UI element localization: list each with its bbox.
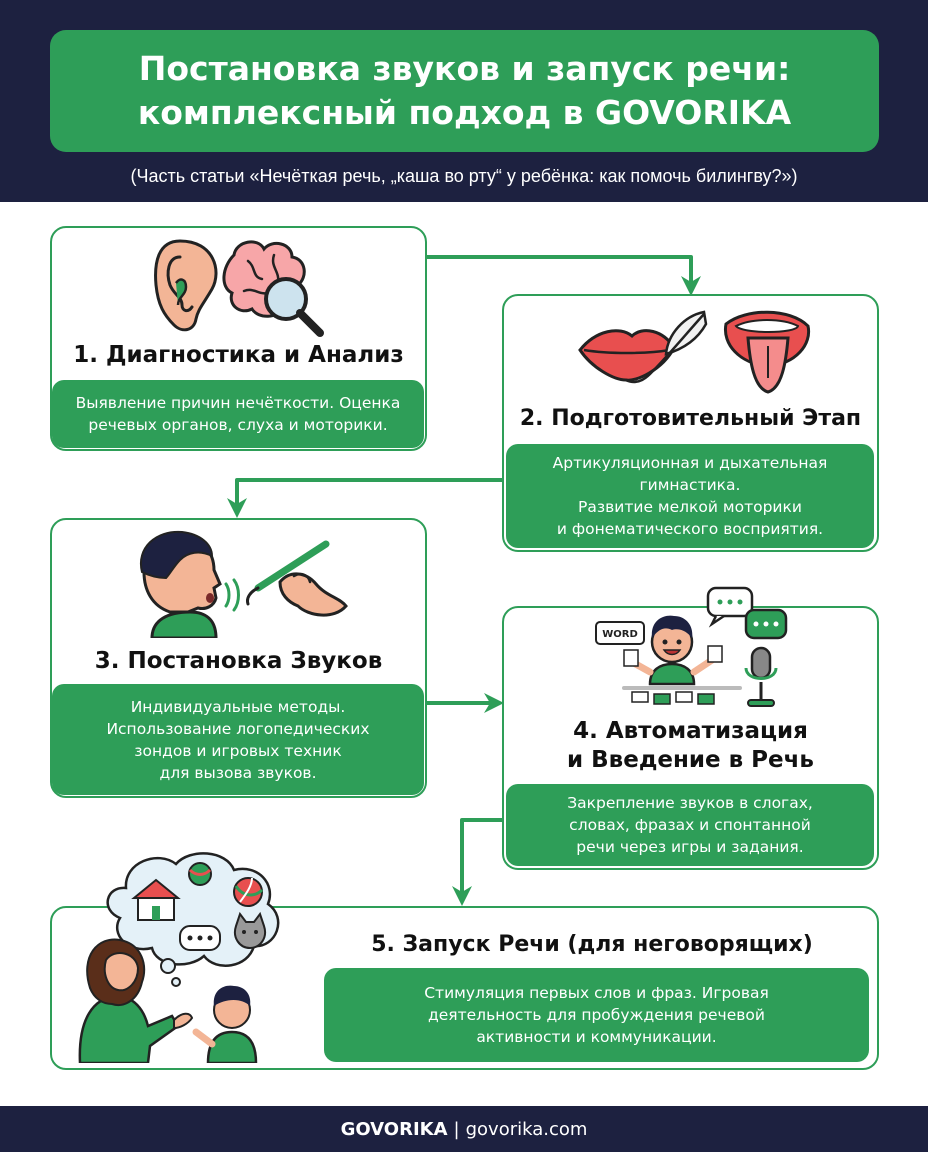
step-1-title: 1. Диагностика и Анализ [73, 342, 404, 368]
step-2-title: 2. Подготовительный Этап [519, 406, 862, 431]
footer [0, 1106, 928, 1152]
step-2-description-line: Артикуляционная и дыхательная [552, 454, 828, 472]
step-4-card [502, 606, 879, 870]
step-2-description-line: гимнастика. [639, 476, 741, 494]
word-card-label: WORD [602, 629, 638, 640]
step-5-title: 5. Запуск Речи (для неговорящих) [371, 932, 813, 957]
tongue-icon [725, 312, 808, 392]
speech-probe-icon [247, 544, 346, 615]
step-4-description [506, 784, 874, 866]
page-title-line-1: Постановка звуков и запуск речи: [138, 49, 791, 88]
footer-site-link[interactable]: govorika.com [465, 1118, 588, 1140]
step-4-title-line-2: и Введение в Речь [567, 747, 814, 773]
step-3-description-line: Индивидуальные методы. [130, 697, 346, 716]
arrow-1-to-2 [427, 257, 691, 286]
chat-bubble-icon [708, 588, 786, 638]
step-2-card [502, 294, 879, 552]
step-2-description [506, 444, 874, 548]
step-5-description-line: деятельность для пробуждения речевой [428, 1006, 765, 1024]
step-1-description-line: речевых органов, слуха и моторики. [88, 416, 388, 434]
page-subtitle: (Часть статьи «Нечёткая речь, „каша во рту“ у ребёнка: как помочь билингву?») [130, 166, 798, 186]
magnifier-icon [266, 279, 320, 333]
arrow-4-to-5 [462, 820, 502, 896]
step-3-description [52, 684, 424, 795]
step-4-title-line-1: 4. Автоматизация [573, 718, 808, 744]
preparation-illustration [576, 304, 811, 399]
step-2-description-line: Развитие мелкой моторики [578, 498, 802, 516]
step-2-description-line: и фонематического восприятия. [556, 520, 824, 538]
sound-setting-illustration [130, 526, 350, 638]
child-profile-icon [141, 532, 239, 638]
header-banner [0, 0, 928, 202]
footer-separator: | [453, 1118, 460, 1140]
step-3-description-line: для вызова звуков. [159, 763, 317, 782]
step-4-description-line: Закрепление звуков в слогах, [567, 794, 813, 812]
chat-dots-icon [180, 926, 220, 950]
step-1-description-line: Выявление причин нечёткости. Оценка [75, 394, 401, 412]
step-3-title: 3. Постановка Звуков [94, 648, 383, 674]
word-card-icon [596, 622, 644, 644]
step-4-description-line: речи через игры и задания. [576, 838, 804, 856]
step-1-description [52, 380, 424, 448]
footer-brand: GOVORIKA [340, 1118, 448, 1140]
speech-launch-illustration [76, 848, 306, 1063]
ear-icon [156, 241, 216, 330]
step-5-description-line: активности и коммуникации. [476, 1028, 717, 1046]
step-3-description-line: Использование логопедических [106, 719, 370, 738]
step-5-description [324, 968, 869, 1062]
automation-illustration [592, 584, 797, 714]
step-4-description-line: словах, фразах и спонтанной [569, 816, 811, 834]
diagnostics-illustration [152, 233, 332, 338]
page-title-line-2: комплексный подход в GOVORIKA [137, 93, 792, 132]
arrow-2-to-3 [237, 480, 502, 508]
step-5-description-line: Стимуляция первых слов и фраз. Игровая [424, 984, 769, 1002]
step-3-description-line: зондов и игровых техник [134, 741, 342, 760]
title-box [50, 30, 879, 152]
step-1-card [50, 226, 427, 451]
step-3-card [50, 518, 427, 798]
microphone-icon [746, 648, 776, 706]
lips-icon [580, 331, 674, 381]
